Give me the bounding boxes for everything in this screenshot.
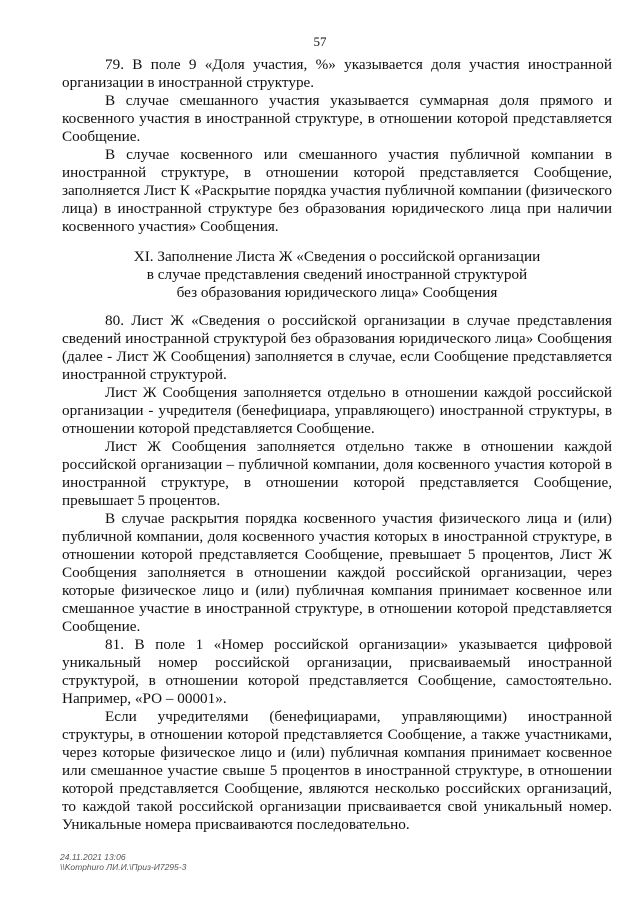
document-footer [60, 852, 186, 872]
paragraph-81: 81. В поле 1 «Номер российской организации» указывается цифровой уникальный номер российской организации, присваиваемый иностранной структурой, в отношении которой представляется Сообщение, самостоятельно. Например, «РО – 00001». [62, 636, 612, 707]
paragraph: Лист Ж Сообщения заполняется отдельно также в отношении каждой российской организации – публичной компании, доля косвенного участия которой в иностранной структуре, в отношении которой представляется Сообщение, превышает 5 процентов. [62, 438, 612, 509]
paragraph: Если учредителями (бенефициарами, управляющими) иностранной структуры, в отношении которой представляется Сообщение, а также участниками, через которые физическое лицо и (или) публичная компания принимает косвенное или смешанное участие свыше 5 процентов в иностранной структуре, в отношении которой представляется Сообщение, являются несколько российских организаций, то каждой такой российской организации присваивается свой уникальный номер. Уникальные номера присваиваются последовательно. [62, 708, 612, 833]
document-body [62, 56, 612, 834]
paragraph: В случае смешанного участия указывается суммарная доля прямого и косвенного участия в иностранной структуре, в отношении которой представляется Сообщение. [62, 92, 612, 145]
section-heading-line: XI. Заполнение Листа Ж «Сведения о российской организации [133, 248, 541, 265]
paragraph: Лист Ж Сообщения заполняется отдельно в отношении каждой российской организации - учредителя (бенефициара, управляющего) иностранной структуры, в отношении которой представляется Сообщение. [62, 384, 612, 437]
paragraph-80: 80. Лист Ж «Сведения о российской организации в случае представления сведений иностранной структурой без образования юридического лица» Сообщения (далее - Лист Ж Сообщения) заполняется в случае, если Сообщение представляется иностранной структурой. [62, 312, 612, 383]
section-heading-line: в случае представления сведений иностранной структурой [146, 266, 528, 283]
section-heading [62, 248, 612, 302]
paragraph: В случае раскрытия порядка косвенного участия физического лица и (или) публичной компании, доля косвенного участия которых в иностранной структуре, в отношении которой представляется Сообщение, превышает 5 процентов, Лист Ж Сообщения заполняется в отношении каждой российской организации, через которые физическое лицо и (или) публичная компания принимает косвенное или смешанное участие в иностранной структуре, в отношении которой представляется Сообщение. [62, 510, 612, 635]
section-heading-line: без образования юридического лица» Сообщения [176, 284, 498, 301]
footer-timestamp: 24.11.2021 13:06 [60, 852, 126, 862]
paragraph-79: 79. В поле 9 «Доля участия, %» указывается доля участия иностранной организации в иностранной структуре. [62, 56, 612, 91]
paragraph: В случае косвенного или смешанного участия публичной компании в иностранной структуре, в отношении которой представляется Сообщение, заполняется Лист К «Раскрытие порядка участия публичной компании (физического лица) в иностранной структуре без образования юридического лица при наличии косвенного участия» Сообщения. [62, 146, 612, 235]
page-number: 57 [313, 34, 327, 49]
footer-file-ref: \\Komphurо ЛИ.И.\Приз-И7295-3 [60, 862, 187, 872]
